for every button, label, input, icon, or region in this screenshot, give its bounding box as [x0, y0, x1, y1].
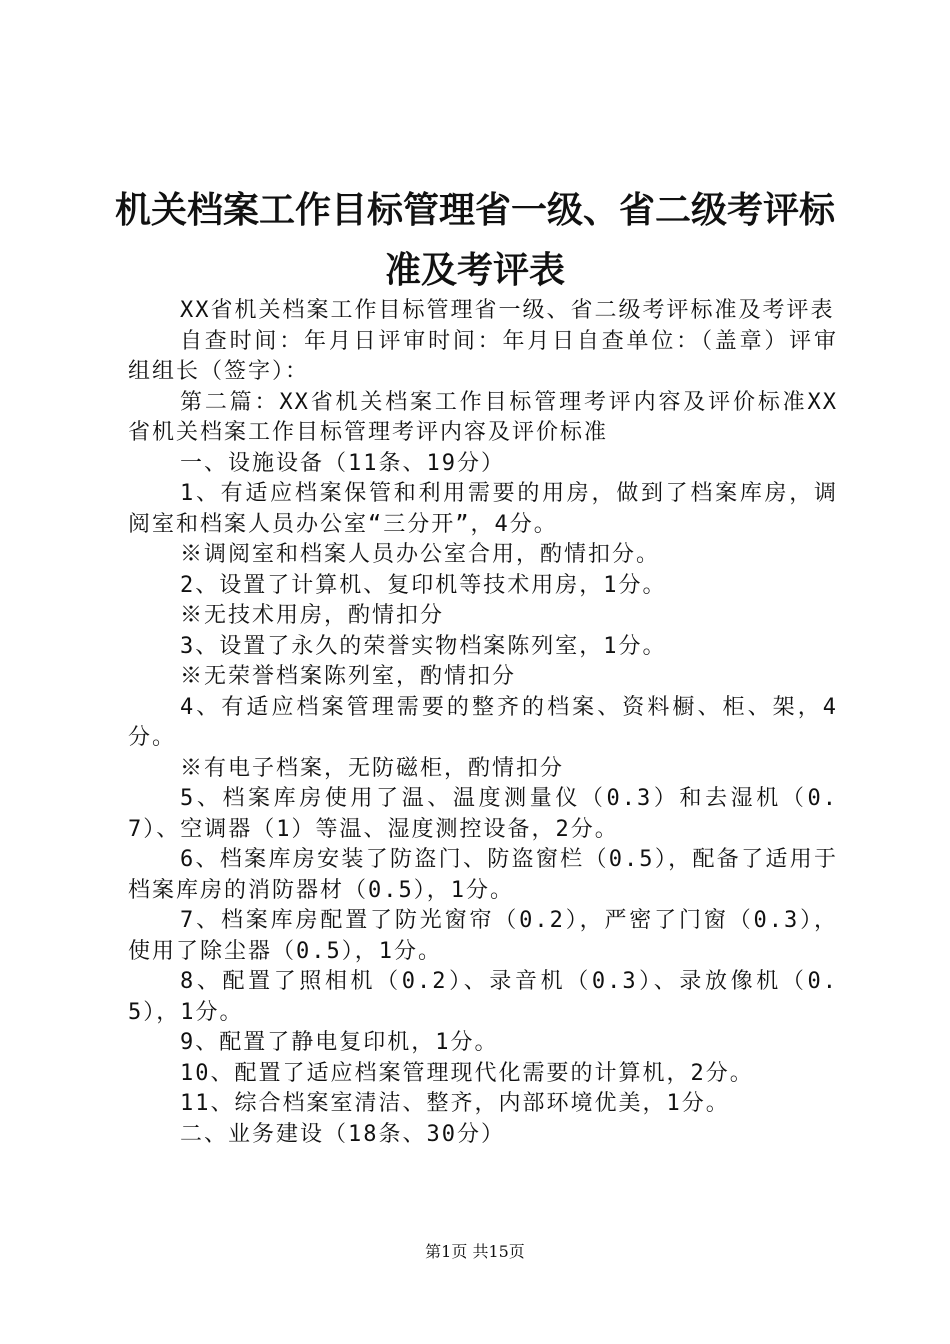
document-title-line-1: 机关档案工作目标管理省一级、省二级考评标	[114, 189, 835, 231]
paragraph: 9、配置了静电复印机，1分。	[180, 1030, 499, 1055]
note-paragraph: ※无荣誉档案陈列室，酌情扣分	[180, 664, 517, 689]
paragraph: XX省机关档案工作目标管理省一级、省二级考评标准及考评表	[180, 298, 835, 323]
paragraph: 第二篇：XX省机关档案工作目标管理考评内容及评价标准XX省机关档案工作目标管理考评内容及评价标准	[128, 389, 838, 445]
section-heading: 二、业务建设（18条、30分）	[180, 1121, 505, 1147]
page-footer: 第1页 共15页	[425, 1242, 525, 1261]
document-title-line-2: 准及考评表	[384, 249, 565, 291]
paragraph: 8、配置了照相机（0.2）、录音机（0.3）、录放像机（0.5），1分。	[128, 969, 838, 1025]
paragraph: 2、设置了计算机、复印机等技术用房，1分。	[180, 572, 667, 598]
paragraph: 自查时间：年月日评审时间：年月日自查单位：（盖章）评审组组长（签字）：	[128, 328, 838, 384]
document-body	[128, 296, 838, 1150]
note-paragraph: ※有电子档案，无防磁柜，酌情扣分	[180, 755, 565, 781]
paragraph: 6、档案库房安装了防盗门、防盗窗栏（0.5），配备了适用于档案库房的消防器材（0.5），1分。	[128, 847, 838, 903]
note-paragraph: ※调阅室和档案人员办公室合用，酌情扣分。	[180, 542, 661, 567]
paragraph: 3、设置了永久的荣誉实物档案陈列室，1分。	[180, 633, 667, 659]
paragraph: 10、配置了适应档案管理现代化需要的计算机，2分。	[180, 1060, 754, 1086]
section-heading: 一、设施设备（11条、19分）	[180, 450, 505, 476]
paragraph: 7、档案库房配置了防光窗帘（0.2），严密了门窗（0.3），使用了除尘器（0.5），1分。	[128, 908, 838, 964]
paragraph: 1、有适应档案保管和利用需要的用房，做到了档案库房，调阅室和档案人员办公室“三分开”，4分。	[128, 481, 838, 537]
paragraph: 5、档案库房使用了温、温度测量仪（0.3）和去湿机（0.7）、空调器（1）等温、湿度测控设备，2分。	[128, 786, 838, 842]
paragraph: 11、综合档案室清洁、整齐，内部环境优美，1分。	[180, 1091, 730, 1116]
paragraph: 4、有适应档案管理需要的整齐的档案、资料橱、柜、架，4分。	[128, 694, 838, 750]
note-paragraph: ※无技术用房，酌情扣分	[180, 603, 445, 628]
